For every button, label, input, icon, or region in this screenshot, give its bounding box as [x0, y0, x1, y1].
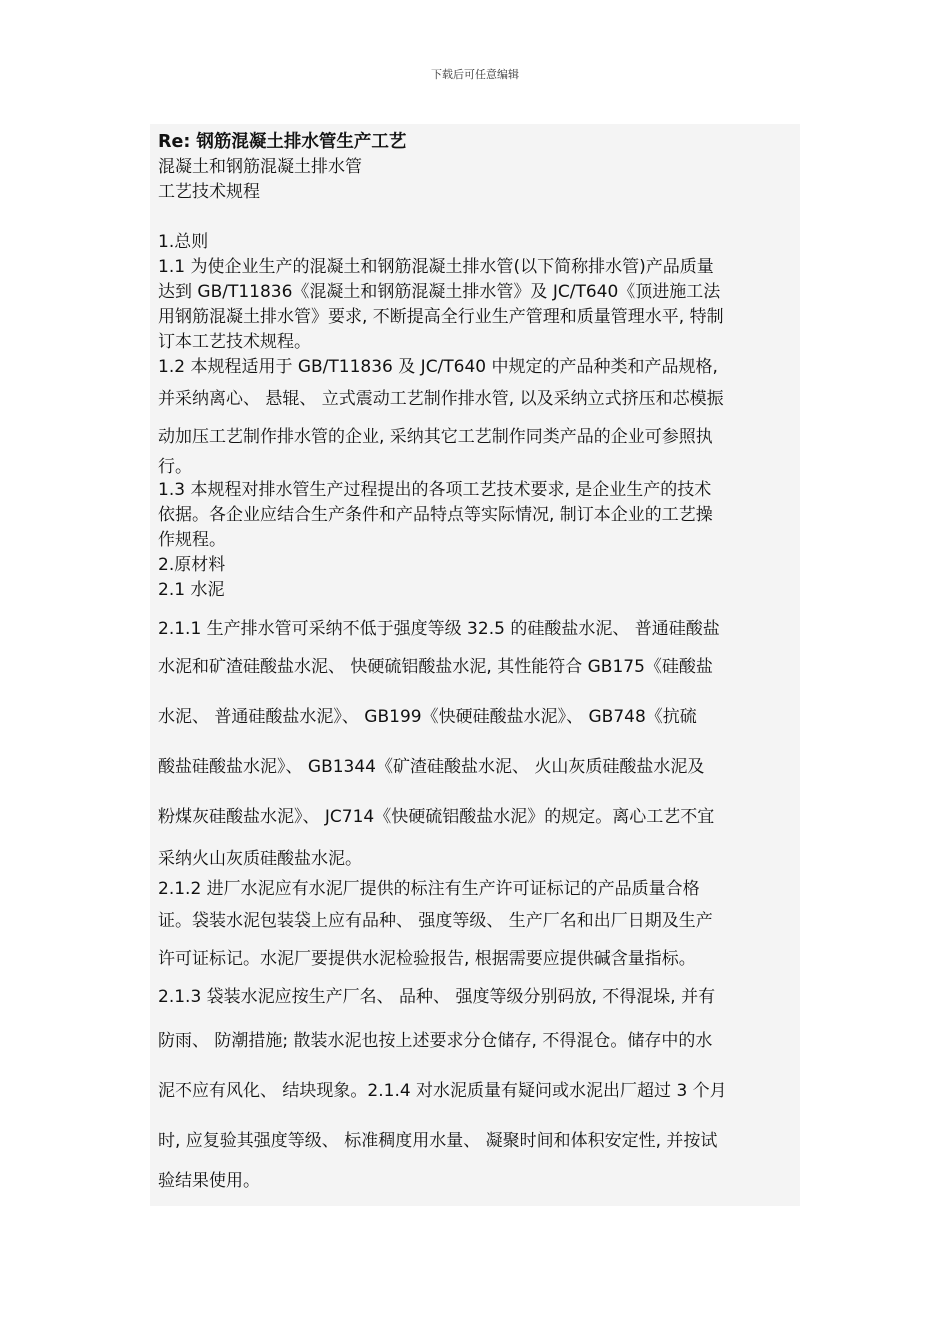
subtitle-line: 混凝土和钢筋混凝土排水管: [158, 157, 362, 177]
paragraph-line: 防雨、 防潮措施; 散装水泥也按上述要求分仓储存, 不得混仓。储存中的水: [158, 1031, 713, 1051]
paragraph-line: 泥不应有风化、 结块现象。2.1.4 对水泥质量有疑问或水泥出厂超过 3 个月: [158, 1081, 727, 1101]
paragraph-line: 1.1 为使企业生产的混凝土和钢筋混凝土排水管(以下简称排水管)产品质量: [158, 257, 714, 277]
paragraph-line: 许可证标记。水泥厂要提供水泥检验报告, 根据需要应提供碱含量指标。: [158, 949, 696, 969]
paragraph-line: 2.1.1 生产排水管可采纳不低于强度等级 32.5 的硅酸盐水泥、 普通硅酸盐: [158, 619, 720, 639]
paragraph-line: 验结果使用。: [158, 1171, 260, 1191]
paragraph-line: 水泥、 普通硅酸盐水泥》、 GB199《快硬硅酸盐水泥》、 GB748《抗硫: [158, 707, 697, 727]
paragraph-line: 达到 GB/T11836《混凝土和钢筋混凝土排水管》及 JC/T640《顶进施工法: [158, 282, 721, 302]
paragraph-line: 粉煤灰硅酸盐水泥》、 JC714《快硬硫铝酸盐水泥》的规定。离心工艺不宜: [158, 807, 715, 827]
paragraph-line: 酸盐硅酸盐水泥》、 GB1344《矿渣硅酸盐水泥、 火山灰质硅酸盐水泥及: [158, 757, 705, 777]
blank-line: [158, 205, 792, 230]
paragraph-line: 依据。各企业应结合生产条件和产品特点等实际情况, 制订本企业的工艺操: [158, 505, 713, 525]
subtitle-line: 工艺技术规程: [158, 182, 260, 202]
paragraph-line: 作规程。: [158, 530, 226, 550]
paragraph-line: 并采纳离心、 悬辊、 立式震动工艺制作排水管, 以及采纳立式挤压和芯模振: [158, 389, 724, 409]
document-title: Re: 钢筋混凝土排水管生产工艺: [158, 132, 407, 152]
section-heading: 1.总则: [158, 232, 209, 252]
paragraph-line: 1.3 本规程对排水管生产过程提出的各项工艺技术要求, 是企业生产的技术: [158, 480, 712, 500]
paragraph-line: 2.1.3 袋装水泥应按生产厂名、 品种、 强度等级分别码放, 不得混垛, 并有: [158, 987, 716, 1007]
paragraph-line: 2.1.2 进厂水泥应有水泥厂提供的标注有生产许可证标记的产品质量合格: [158, 879, 700, 899]
document-body: [150, 124, 800, 1206]
paragraph-line: 时, 应复验其强度等级、 标准稠度用水量、 凝聚时间和体积安定性, 并按试: [158, 1131, 718, 1151]
paragraph-line: 1.2 本规程适用于 GB/T11836 及 JC/T640 中规定的产品种类和产品规格,: [158, 357, 718, 377]
paragraph-line: 水泥和矿渣硅酸盐水泥、 快硬硫铝酸盐水泥, 其性能符合 GB175《硅酸盐: [158, 657, 713, 677]
paragraph-line: 订本工艺技术规程。: [158, 332, 311, 352]
header-note: 下载后可任意编辑: [431, 68, 519, 81]
paragraph-line: 证。袋装水泥包装袋上应有品种、 强度等级、 生产厂名和出厂日期及生产: [158, 911, 713, 931]
subsection-heading: 2.1 水泥: [158, 580, 225, 600]
paragraph-line: 动加压工艺制作排水管的企业, 采纳其它工艺制作同类产品的企业可参照执: [158, 427, 713, 447]
paragraph-line: 采纳火山灰质硅酸盐水泥。: [158, 849, 362, 869]
paragraph-line: 行。: [158, 457, 192, 477]
section-heading: 2.原材料: [158, 555, 226, 575]
paragraph-line: 用钢筋混凝土排水管》要求, 不断提高全行业生产管理和质量管理水平, 特制: [158, 307, 724, 327]
